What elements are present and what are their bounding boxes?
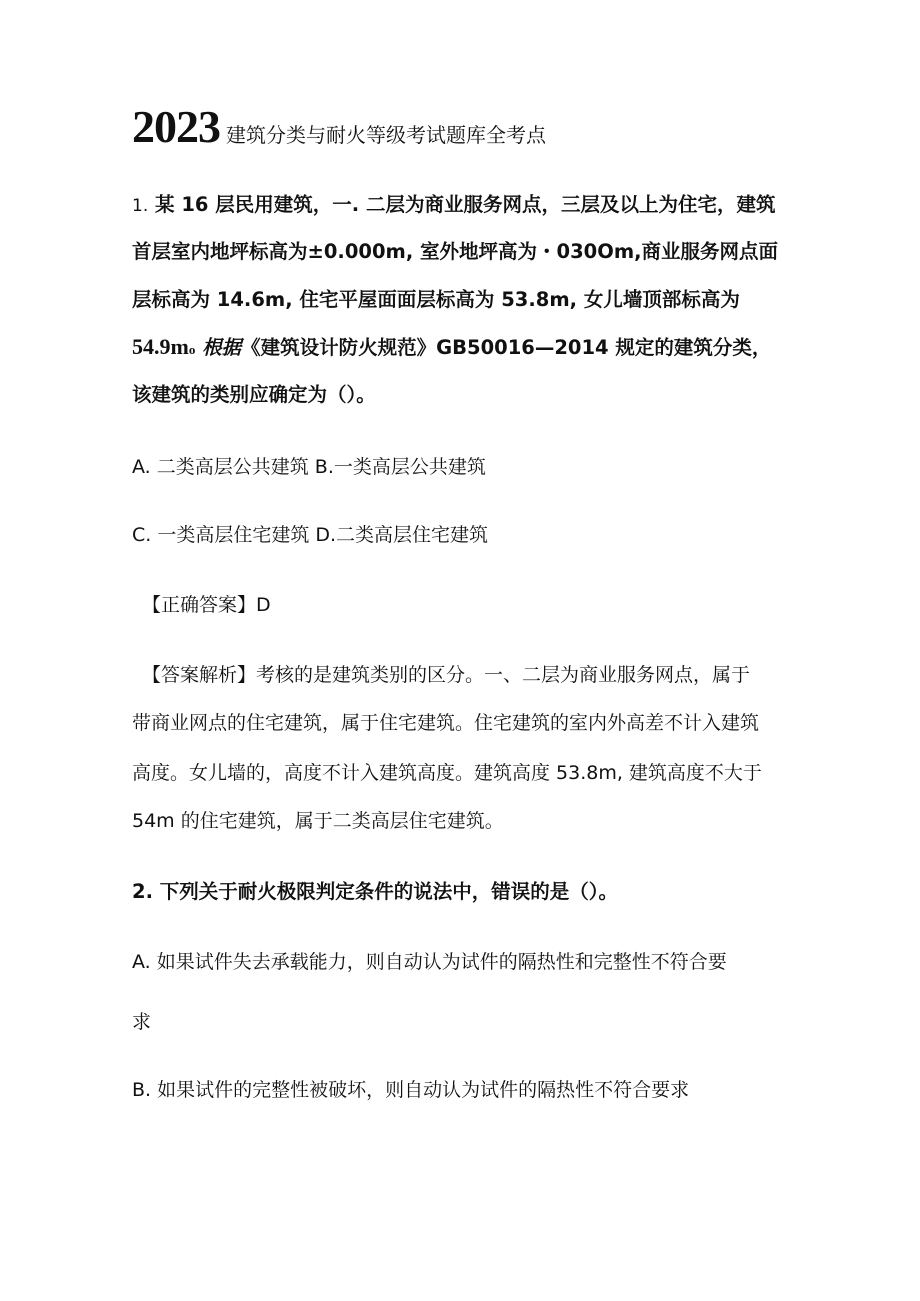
q1-subscript-o: o	[188, 342, 196, 357]
q1-stem-line-5: 该建筑的类别应确定为（）。	[132, 383, 376, 406]
q1-analysis-line-2: 带商业网点的住宅建筑，属于住宅建筑。住宅建筑的室内外高差不计入建筑	[132, 712, 760, 734]
q1-options-cd: C. 一类高层住宅建筑 D.二类高层住宅建筑	[132, 524, 489, 546]
q1-stem-text-1: 某 16 层民用建筑，一. 二层为商业服务网点，三层及以上为住宅，建筑	[155, 193, 776, 216]
q1-stem-line-1	[132, 193, 775, 218]
q2-option-a-line-2: 求	[132, 1011, 152, 1033]
q1-stem-line-3: 层标高为 14.6m, 住宅平屋面面层标高为 53.8m, 女儿墙顶部标高为	[132, 288, 740, 311]
q1-stem-line-2: 首层室内地坪标高为±0.000m, 室外地坪高为・030Om,商业服务网点面	[132, 240, 779, 263]
q1-analysis-line-3: 高度。女儿墙的，高度不计入建筑高度。建筑高度 53.8m, 建筑高度不大于	[132, 762, 762, 784]
q1-number: 1.	[132, 196, 149, 216]
q1-height-value: 54.9m	[132, 334, 189, 359]
q1-stem-line-4	[132, 335, 771, 362]
q1-according-to: 根据	[202, 336, 242, 359]
q2-option-a-line-1: A. 如果试件失去承载能力，则自动认为试件的隔热性和完整性不符合要	[132, 951, 727, 973]
q2-stem: 2. 下列关于耐火极限判定条件的说法中，错误的是（）。	[132, 880, 619, 903]
q1-options-ab: A. 二类高层公共建筑 B.一类高层公共建筑	[132, 456, 486, 478]
document-title	[132, 100, 546, 153]
title-year: 2023	[132, 101, 220, 152]
q1-analysis-line-1: 【答案解析】考核的是建筑类别的区分。一、二层为商业服务网点，属于	[142, 664, 751, 686]
q2-option-b: B. 如果试件的完整性被破坏，则自动认为试件的隔热性不符合要求	[132, 1079, 690, 1101]
q1-analysis-line-4: 54m 的住宅建筑，属于二类高层住宅建筑。	[132, 810, 504, 832]
title-subtitle: 建筑分类与耐火等级考试题库全考点	[226, 123, 546, 147]
q1-correct-answer: 【正确答案】D	[142, 594, 271, 616]
q1-stem-text-4: 《建筑设计防火规范》GB50016—2014 规定的建筑分类，	[241, 336, 772, 359]
